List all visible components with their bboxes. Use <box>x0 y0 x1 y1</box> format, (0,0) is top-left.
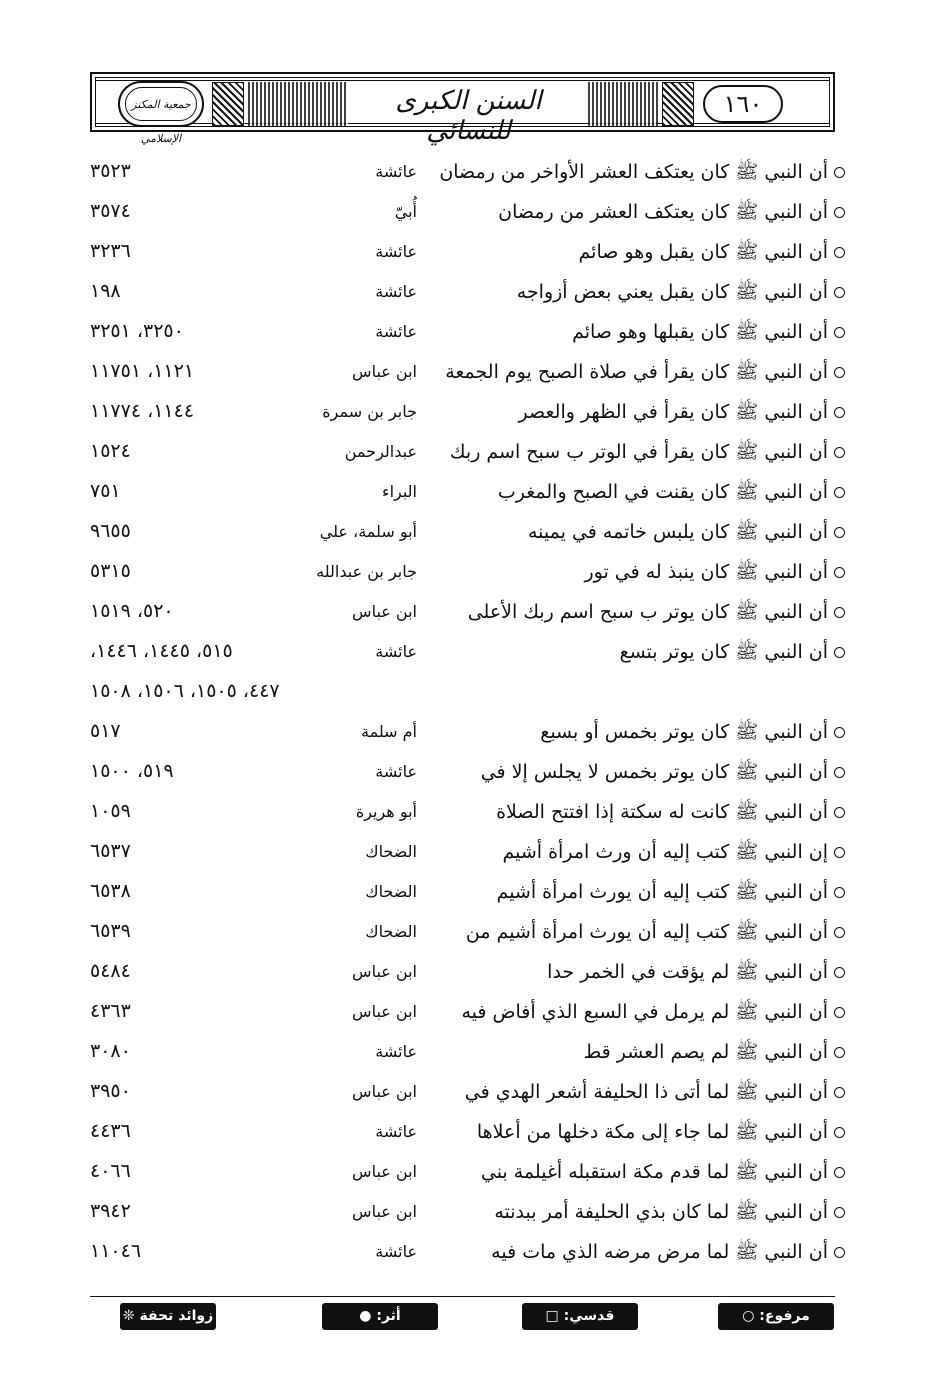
hadith-opening <box>425 840 845 868</box>
hadith-numbers: ٣٥٧٤ <box>90 200 131 222</box>
hadith-numbers: ٥١٩، ١٥٠٠ <box>90 760 174 782</box>
index-entry <box>0 356 945 392</box>
hadith-opening <box>425 800 845 828</box>
hadith-numbers: ٥٤٨٤ <box>90 960 131 982</box>
hadith-numbers: ٤٤٣٦ <box>90 1120 131 1142</box>
index-entry <box>0 556 945 592</box>
marfu-circle-icon <box>834 167 845 178</box>
index-entry <box>0 1236 945 1272</box>
hadith-numbers: ٥٢٠، ١٥١٩ <box>90 600 174 622</box>
index-entry <box>0 1196 945 1232</box>
narrator: ابن عباس <box>352 602 417 621</box>
page-number: ١٦٠ <box>703 85 783 123</box>
hadith-numbers: ٣٠٨٠ <box>90 1040 131 1062</box>
hadith-opening <box>425 1080 845 1108</box>
legend-athar: أثر: ● <box>322 1303 438 1330</box>
narrator: ابن عباس <box>352 1202 417 1221</box>
narrator: عائشة <box>375 1242 417 1261</box>
index-entry <box>0 476 945 512</box>
hadith-text: إن النبي ﷺ كتب إليه أن ورث امرأة أشيم <box>502 841 828 863</box>
marfu-circle-icon <box>834 1127 845 1138</box>
marfu-circle-icon <box>834 967 845 978</box>
hadith-text: أن النبي ﷺ لما جاء إلى مكة دخلها من أعلاها <box>476 1121 828 1143</box>
hadith-opening <box>425 1240 845 1268</box>
hadith-numbers: ٤٣٦٣ <box>90 1000 131 1022</box>
hadith-opening <box>425 880 845 908</box>
narrator: البراء <box>382 482 417 501</box>
index-entry <box>0 196 945 232</box>
hadith-text: أن النبي ﷺ كان يقرأ في صلاة الصبح يوم الجمعة <box>445 361 828 383</box>
hadith-opening <box>425 160 845 188</box>
marfu-circle-icon <box>834 767 845 778</box>
hadith-text: أن النبي ﷺ كان يوتر بخمس أو بسبع <box>540 721 828 743</box>
hadith-opening <box>425 960 845 988</box>
index-entry <box>0 436 945 472</box>
publisher-seal <box>118 81 204 145</box>
hadith-opening <box>425 240 845 268</box>
narrator: عبدالرحمن <box>344 442 417 461</box>
narrator: جابر بن سمرة <box>322 402 417 421</box>
narrator: عائشة <box>375 322 417 341</box>
hadith-opening <box>425 440 845 468</box>
marfu-circle-icon <box>834 247 845 258</box>
header-rule <box>96 80 829 81</box>
hadith-text: أن النبي ﷺ كتب إليه أن يورث امرأة أشيم <box>496 881 828 903</box>
hadith-text: أن النبي ﷺ لم يرمل في السبع الذي أفاض فيه <box>461 1001 828 1023</box>
marfu-circle-icon <box>834 1167 845 1178</box>
hadith-numbers: ١١٤٤، ١١٧٧٤ <box>90 400 195 422</box>
narrator: عائشة <box>375 162 417 181</box>
hadith-opening <box>425 400 845 428</box>
narrator: أبو هريرة <box>355 802 417 821</box>
marfu-circle-icon <box>834 327 845 338</box>
index-entry <box>0 956 945 992</box>
narrator: الضحاك <box>365 882 417 901</box>
marfu-circle-icon <box>834 647 845 658</box>
hadith-numbers: ١٠٥٩ <box>90 800 131 822</box>
hadith-text: أن النبي ﷺ كان يلبس خاتمه في يمينه <box>528 521 828 543</box>
narrator: ابن عباس <box>352 962 417 981</box>
marfu-circle-icon <box>834 207 845 218</box>
hadith-numbers: ٣٢٥٠، ٣٢٥١ <box>90 320 184 342</box>
narrator: الضحاك <box>365 922 417 941</box>
marfu-circle-icon <box>834 1047 845 1058</box>
hadith-text: أن النبي ﷺ لم يؤقت في الخمر حدا <box>547 961 828 983</box>
hadith-opening <box>425 1120 845 1148</box>
index-entry <box>0 236 945 272</box>
hadith-text: أن النبي ﷺ كان يعتكف العشر الأواخر من رمضان <box>439 161 828 183</box>
marfu-circle-icon <box>834 367 845 378</box>
index-entry <box>0 876 945 912</box>
index-entry <box>0 636 945 672</box>
narrator: عائشة <box>375 242 417 261</box>
hadith-opening <box>425 1000 845 1028</box>
hadith-text: أن النبي ﷺ لم يصم العشر قط <box>583 1041 828 1063</box>
hadith-text: أن النبي ﷺ كان يوتر بتسع <box>619 641 828 663</box>
hadith-text: أن النبي ﷺ لما قدم مكة استقبله أغيلمة بني <box>480 1161 828 1183</box>
index-entry <box>0 916 945 952</box>
marfu-circle-icon <box>834 927 845 938</box>
narrator: جابر بن عبدالله <box>316 562 417 581</box>
marfu-circle-icon <box>834 887 845 898</box>
narrator: ابن عباس <box>352 1162 417 1181</box>
hadith-text: أن النبي ﷺ كان ينبذ له في تور <box>584 561 828 583</box>
marfu-circle-icon <box>834 567 845 578</box>
hadith-numbers: ٤٤٧، ١٥٠٥، ١٥٠٦، ١٥٠٨ <box>90 680 280 702</box>
index-entry <box>0 796 945 832</box>
hadith-numbers: ٧٥١ <box>90 480 121 502</box>
narrator: الضحاك <box>365 842 417 861</box>
hadith-text: أن النبي ﷺ لما أتى ذا الحليفة أشعر الهدي في <box>464 1081 828 1103</box>
marfu-circle-icon <box>834 847 845 858</box>
hadith-opening <box>425 1040 845 1068</box>
hadith-opening <box>425 560 845 588</box>
hadith-numbers: ٦٥٣٧ <box>90 840 131 862</box>
index-entry <box>0 1116 945 1152</box>
hadith-opening <box>425 1160 845 1188</box>
legend-marfu: مرفوع: ○ <box>718 1303 834 1330</box>
index-entry <box>0 276 945 312</box>
marfu-circle-icon <box>834 807 845 818</box>
footer-rule <box>90 1296 835 1297</box>
book-title: السنن الكبرى للنسائي <box>395 86 542 146</box>
marfu-circle-icon <box>834 607 845 618</box>
ornament-left <box>212 82 244 126</box>
hadith-numbers: ١٩٨ <box>90 280 121 302</box>
marfu-circle-icon <box>834 1007 845 1018</box>
index-entry <box>0 1076 945 1112</box>
hadith-opening <box>425 320 845 348</box>
hadith-text: أن النبي ﷺ كان يقرأ في الظهر والعصر <box>518 401 828 423</box>
ornament-right <box>662 82 694 126</box>
index-entry <box>0 716 945 752</box>
page-header <box>90 72 835 146</box>
seal-text: جمعية المكنز الإسلامي <box>125 87 197 121</box>
hadith-opening <box>425 640 845 668</box>
index-entry <box>0 676 945 712</box>
ornament-band <box>248 82 348 126</box>
marfu-circle-icon <box>834 527 845 538</box>
hadith-opening <box>425 720 845 748</box>
index-entry <box>0 396 945 432</box>
index-entry <box>0 996 945 1032</box>
hadith-text: أن النبي ﷺ كتب إليه أن يورث امرأة أشيم من <box>465 921 828 943</box>
narrator: أم سلمة <box>361 722 417 741</box>
hadith-opening <box>425 280 845 308</box>
narrator: عائشة <box>375 1122 417 1141</box>
hadith-text: أن النبي ﷺ كان يقبل يعني بعض أزواجه <box>516 281 828 303</box>
narrator: عائشة <box>375 1042 417 1061</box>
header-frame <box>95 77 830 146</box>
hadith-text: أن النبي ﷺ لما مرض مرضه الذي مات فيه <box>491 1241 828 1263</box>
narrator: ابن عباس <box>352 362 417 381</box>
hadith-opening <box>425 1200 845 1228</box>
hadith-numbers: ٣٥٢٣ <box>90 160 131 182</box>
hadith-numbers: ٥١٥، ١٤٤٥، ١٤٤٦، <box>90 640 233 662</box>
hadith-opening <box>425 920 845 948</box>
hadith-opening <box>425 520 845 548</box>
hadith-numbers: ٣٩٤٢ <box>90 1200 131 1222</box>
hadith-numbers: ٣٢٣٦ <box>90 240 131 262</box>
marfu-circle-icon <box>834 1247 845 1258</box>
index-entry <box>0 1156 945 1192</box>
marfu-circle-icon <box>834 487 845 498</box>
hadith-text: أن النبي ﷺ كان يوتر ب سبح اسم ربك الأعلى <box>467 601 828 623</box>
hadith-text: أن النبي ﷺ كان يقبلها وهو صائم <box>572 321 828 343</box>
hadith-opening <box>425 360 845 388</box>
hadith-text: أن النبي ﷺ كان يقرأ في الوتر ب سبح اسم ربك <box>449 441 828 463</box>
hadith-text: أن النبي ﷺ كان يقبل وهو صائم <box>578 241 828 263</box>
marfu-circle-icon <box>834 287 845 298</box>
index-entry <box>0 596 945 632</box>
hadith-text: أن النبي ﷺ كان يوتر بخمس لا يجلس إلا في <box>480 761 828 783</box>
hadith-opening <box>425 200 845 228</box>
hadith-opening <box>425 760 845 788</box>
legend-zawaid: زوائد تحفة ❊ <box>120 1303 216 1330</box>
ornament-band <box>588 82 658 126</box>
hadith-numbers: ٤٠٦٦ <box>90 1160 131 1182</box>
legend-qudsi: قدسي: □ <box>522 1303 638 1330</box>
index-entry <box>0 1036 945 1072</box>
hadith-text: أن النبي ﷺ كان يقنت في الصبح والمغرب <box>497 481 828 503</box>
marfu-circle-icon <box>834 447 845 458</box>
hadith-text: أن النبي ﷺ لما كان بذي الحليفة أمر ببدنته <box>494 1201 828 1223</box>
hadith-numbers: ٦٥٣٩ <box>90 920 131 942</box>
narrator: أبو سلمة، علي <box>319 522 417 541</box>
marfu-circle-icon <box>834 727 845 738</box>
index-entry <box>0 516 945 552</box>
hadith-numbers: ١١٠٤٦ <box>90 1240 142 1262</box>
hadith-numbers: ٥٣١٥ <box>90 560 131 582</box>
narrator: أُبيّ <box>394 202 417 221</box>
hadith-numbers: ٣٩٥٠ <box>90 1080 131 1102</box>
narrator: عائشة <box>375 282 417 301</box>
hadith-opening <box>425 480 845 508</box>
index-entry <box>0 836 945 872</box>
hadith-numbers: ٦٥٣٨ <box>90 880 131 902</box>
hadith-opening <box>425 600 845 628</box>
hadith-text: أن النبي ﷺ كانت له سكتة إذا افتتح الصلاة <box>496 801 828 823</box>
hadith-text: أن النبي ﷺ كان يعتكف العشر من رمضان <box>498 201 828 223</box>
hadith-numbers: ٩٦٥٥ <box>90 520 131 542</box>
narrator: ابن عباس <box>352 1002 417 1021</box>
hadith-numbers: ٥١٧ <box>90 720 121 742</box>
marfu-circle-icon <box>834 407 845 418</box>
marfu-circle-icon <box>834 1087 845 1098</box>
index-entry <box>0 156 945 192</box>
hadith-numbers: ١٥٢٤ <box>90 440 131 462</box>
index-entry <box>0 316 945 352</box>
marfu-circle-icon <box>834 1207 845 1218</box>
index-entry <box>0 756 945 792</box>
narrator: عائشة <box>375 762 417 781</box>
hadith-numbers: ١١٢١، ١١٧٥١ <box>90 360 195 382</box>
narrator: عائشة <box>375 642 417 661</box>
narrator: ابن عباس <box>352 1082 417 1101</box>
